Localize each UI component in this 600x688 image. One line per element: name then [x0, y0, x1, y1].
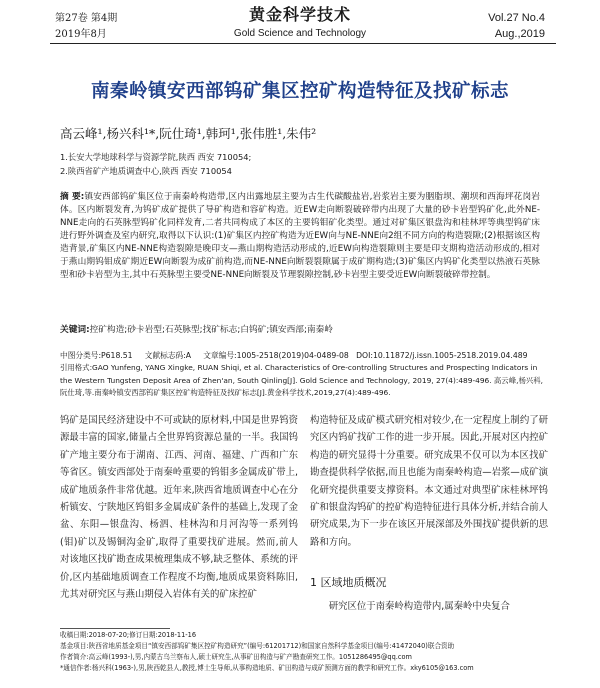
- body-text-right: 构造特征及成矿模式研究相对较少,在一定程度上制约了研究区内钨矿找矿工作的进一步开展。因此,开展对区内控矿构造的研究显得十分重要。研究成果不仅可以为本区找矿勘查提供科学依据,而且也能为南秦岭构造—岩浆—成矿演化研究提供重要支撑资料。本文通过对典型矿床桂林坪钨矿和银盘沟钨矿的控矿构造特征进行具体分析,并结合前人研究成果,为下一步在该区开展深部及外围找矿提供新的思路和方向。: [310, 415, 548, 548]
- journal-title: 黄金科学技术: [248, 5, 351, 24]
- abstract-text: 镇安西部钨矿集区位于南秦岭构造带,区内出露地层主要为古生代碳酸盐岩,岩浆岩主要为胭脂坝、潮坝和西海坪花岗岩体。区内断裂发育,为钨矿成矿提供了导矿构造和容矿构造。近EW走向断裂破碎带内出现了大量的砂卡岩型钨矿化,此外NE-NNE走向的石英脉型钨矿化同样发育,二者共同构成了本区的主要钨钼矿化类型。通过对矿集区银盘沟和桂林坪等典型钨矿床进行野外调查及室内研究,取得以下认识:(1)矿集区内控矿构造为近EW向与NE-NNE向2组不同方向的构造裂隙;(2)根据该区构造背景,矿集区内NE-NNE构造裂隙是晚印支—燕山期构造活动形成的,近EW向构造裂隙则主要是印支期构造活动形成的,相对于燕山期钨钼成矿期近EW向断裂为成矿前构造,而NE-NNE向断裂裂隙属于成矿期构造;(3)矿集区内钨矿化类型以热液石英脉型和砂卡岩型为主,其中石英脉型主要受NE-NNE向断裂及节理裂隙控制,砂卡岩型主要受近EW向断裂破碎带控制。: [60, 192, 540, 280]
- footnote-received: 收稿日期:2018-07-20;修订日期:2018-11-16: [60, 631, 197, 639]
- header-rule: [50, 43, 556, 44]
- citation: 引用格式:GAO Yunfeng, YANG Xingke, RUAN Shiqi, et al. Characteristics of Ore-controlling Structures and Prospecting Indicators in the Western Tungsten Deposit Area of Zhen'an, South Qinling[J]. Gold Science and Technology, 2019, 27(4):489-496. 高云峰,杨兴科,阮仕琦,等.南秦岭镇安西部钨矿集区控矿构造特征及找矿标志[J].黄金科学技术,2019,27(4):489-496.: [60, 363, 543, 397]
- keywords-label: 关键词:: [60, 325, 90, 335]
- affiliation-1: 1.长安大学地球科学与资源学院,陕西 西安 710054;: [60, 152, 252, 162]
- paper-title: 南秦岭镇安西部钨矿集区控矿构造特征及找矿标志: [90, 81, 509, 102]
- affiliation-2: 2.陕西省矿产地质调查中心,陕西 西安 710054: [60, 166, 232, 176]
- clc-number: 中图分类号:P618.51: [60, 351, 133, 360]
- date-en: Aug.,2019: [494, 28, 545, 40]
- footnote-fund: 基金项目:陕西省地质基金项目“镇安西部钨矿集区控矿构造研究”(编号:61201712)和国家自然科学基金项目(编号:41472040)联合资助: [60, 642, 455, 650]
- author-list: 高云峰¹,杨兴科¹*,阮仕琦¹,韩珂¹,张伟胜¹,朱伟²: [60, 126, 317, 141]
- body-text-left: 钨矿是国民经济建设中不可或缺的原材料,中国是世界钨资源最丰富的国家,储量占全世界钨资源总量的一半。我国钨矿产地主要分布于湖南、江西、河南、福建、广西和广东等省区。镇安西部处于南秦岭重要的钨钼多金属成矿带上,成矿地质条件非常优越。近年来,陕西省地质调查中心在分析镇安、宁陕地区钨钼多金属成矿条件的基础上,发现了金盆、东阳—银盘沟、杨泗、桂林沟和月河沟等一系列钨(钼)矿以及锡铜沟金矿,取得了重要找矿进展。然而,前人对该地区找矿勘查成果梳理集成不够,缺乏整体、系统的评价,区内基础地质调查工作程度不均衡,地质成果资料陈旧,尤其对研究区与燕山期侵入岩体有关的矿床控矿: [60, 415, 298, 601]
- volume-issue-en: Vol.27 No.4: [488, 12, 545, 24]
- footnote-corresponding: *通信作者:杨兴科(1963-),男,陕西乾县人,教授,博士生导师,从事构造地质、矿田构造与成矿预测方面的教学和研究工作。xky6105@163.com: [60, 664, 474, 672]
- keywords-text: 控矿构造;砂卡岩型;石英脉型;找矿标志;白钨矿;镇安西部;南秦岭: [89, 325, 333, 335]
- volume-issue-cn: 第27卷 第4期: [55, 13, 118, 24]
- journal-subtitle: Gold Science and Technology: [233, 28, 367, 39]
- date-cn: 2019年8月: [55, 29, 107, 40]
- classification-line: [60, 349, 546, 362]
- section-first-line: 研究区位于南秦岭构造带内,属秦岭中央复合: [328, 601, 510, 612]
- document-code: 文献标志码:A: [144, 351, 192, 360]
- section-heading: 1 区域地质概况: [310, 576, 387, 589]
- footnote-rule: [60, 628, 170, 629]
- abstract: [60, 191, 540, 282]
- doi: DOI:10.11872/j.issn.1005-2518.2019.04.489: [356, 351, 528, 360]
- abstract-label: 摘 要:: [60, 192, 85, 202]
- article-number: 文章编号:1005-2518(2019)04-0489-08: [203, 351, 349, 360]
- keywords: [60, 324, 540, 337]
- footnote-first-author: 作者简介:高云峰(1993-),男,内蒙古乌兰察布人,硕士研究生,从事矿田构造与矿产勘查研究工作。1051286495@qq.com: [60, 653, 412, 661]
